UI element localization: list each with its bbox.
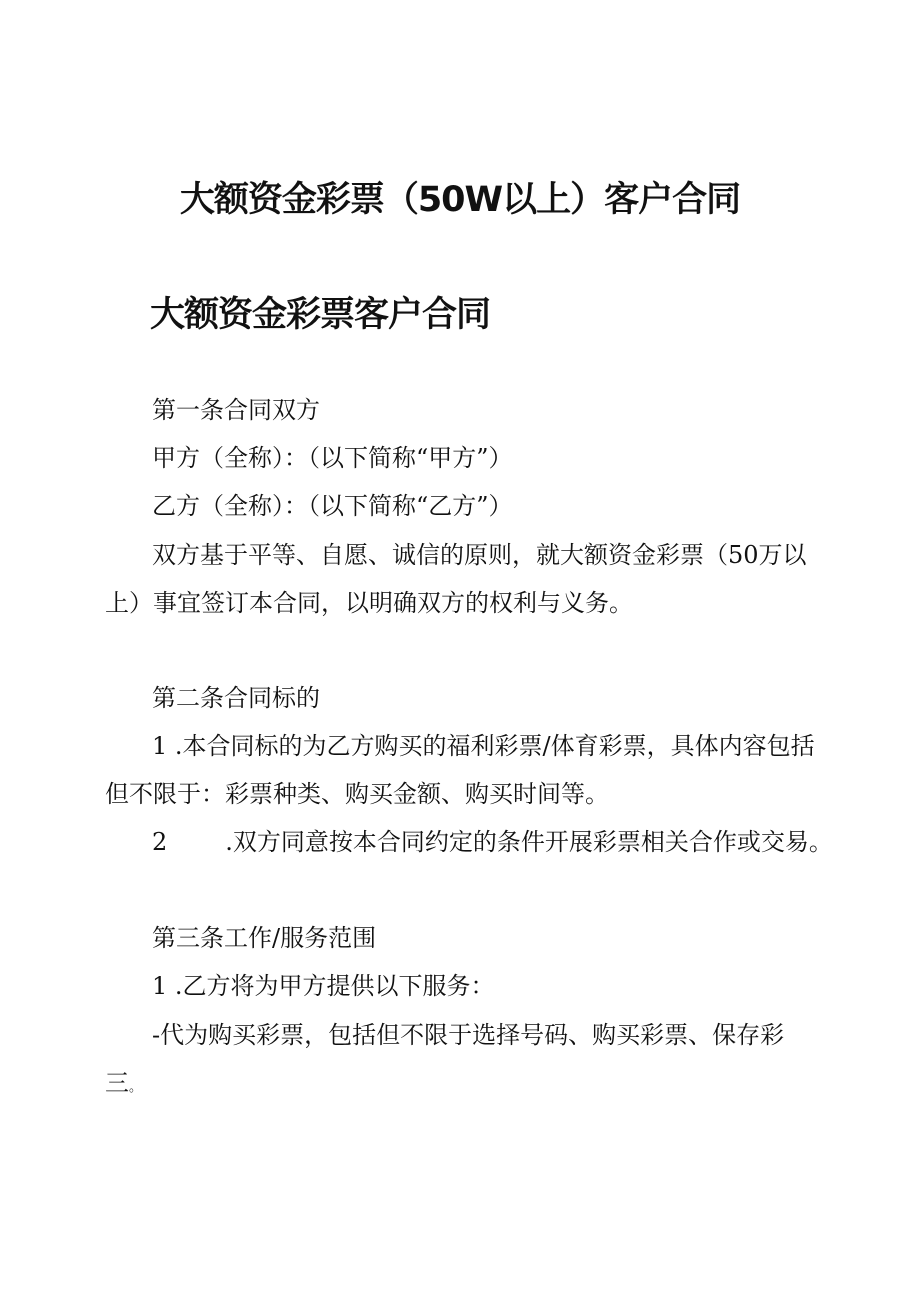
party-b-line: 乙方（全称）：（以下简称“乙方”） (152, 492, 513, 520)
document-subtitle: 大额资金彩票客户合同 (150, 295, 491, 335)
document-title: 大额资金彩票（50W以上）客户合同 (179, 180, 741, 220)
article3-bullet1-line2 (105, 1066, 142, 1105)
article1-heading: 第一条合同双方 (152, 396, 320, 424)
article2-item1-line1: 1 .本合同标的为乙方购买的福利彩票/体育彩票，具体内容包括 (152, 732, 815, 760)
article3-item1: 1 .乙方将为甲方提供以下服务： (152, 972, 495, 1000)
party-a-line: 甲方（全称）：（以下简称“甲方”） (152, 444, 513, 472)
article1-intro-line1: 双方基于平等、自愿、诚信的原则，就大额资金彩票（50万以 (152, 541, 807, 569)
article3-bullet1-line1: -代为购买彩票，包括但不限于选择号码、购买彩票、保存彩 (152, 1021, 785, 1049)
article3-bullet1-line2-text: 三 (105, 1069, 129, 1097)
article2-item2-number: 2 (152, 828, 168, 856)
article1-intro-line2: 上）事宜签订本合同，以明确双方的权利与义务。 (105, 589, 633, 617)
article3-heading: 第三条工作/服务范围 (152, 924, 377, 952)
article2-heading: 第二条合同标的 (152, 684, 320, 712)
article3-bullet1-line2-mark: 。 (129, 1080, 143, 1095)
article2-item2-text: .双方同意按本合同约定的条件开展彩票相关合作或交易。 (225, 828, 833, 856)
article2-item1-line2: 但不限于：彩票种类、购买金额、购买时间等。 (105, 780, 609, 808)
article2-item2 (152, 825, 833, 859)
